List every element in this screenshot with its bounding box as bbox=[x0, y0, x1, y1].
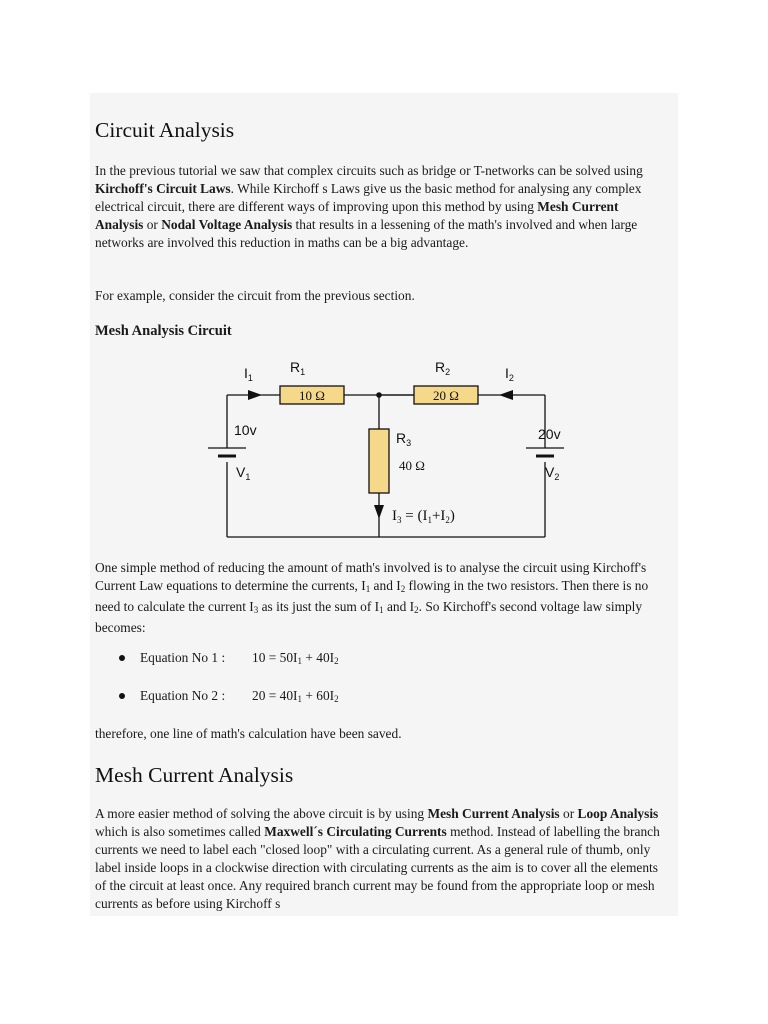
maxwell-term: Maxwell´s Circulating Currents bbox=[264, 824, 447, 839]
label-r2: $R_2$ bbox=[435, 359, 451, 377]
battery-v2 bbox=[526, 448, 564, 456]
saved-paragraph: therefore, one line of math's calculation have been saved. bbox=[95, 726, 402, 741]
list-item: Equation No 1 : $10 = 50I_1 + 40I_2$ bbox=[90, 649, 339, 687]
arrow-i3-icon bbox=[374, 505, 384, 519]
example-paragraph: For example, consider the circuit from the previous section. bbox=[95, 288, 415, 303]
bullet-icon bbox=[119, 693, 125, 699]
intro-paragraph: In the previous tutorial we saw that complex circuits such as bridge or T-networks can be solved using Kirchoff's Circuit Laws. While Kirchoff s Laws give us the basic method for analysing any complex electrical circuit, there are different ways of improving upon this method by using Mesh Current Analysis or Nodal Voltage Analysis that results in a lessening of the math's involved and when large networks are involved this reduction in maths can be a big advantage. bbox=[95, 163, 643, 250]
nodal-voltage-term: Nodal Voltage Analysis bbox=[161, 217, 293, 232]
bullet-icon bbox=[119, 655, 125, 661]
mesh-current-term: Mesh Current Analysis bbox=[95, 199, 619, 232]
label-r1: $R_1$ bbox=[290, 359, 306, 377]
label-i2: $I_2$ bbox=[505, 365, 514, 383]
arrow-i2-icon bbox=[499, 390, 513, 400]
document-page bbox=[90, 93, 678, 916]
label-r3-value: 40 Ω bbox=[399, 458, 425, 473]
resistor-r3 bbox=[369, 429, 389, 493]
label-v2: $V_2$ bbox=[545, 464, 560, 482]
page-title: Circuit Analysis bbox=[95, 118, 235, 142]
label-r3: $R_3$ bbox=[396, 430, 412, 448]
label-v2-value: 20v bbox=[538, 426, 561, 442]
battery-v1 bbox=[208, 448, 246, 456]
mesh-paragraph: A more easier method of solving the above circuit is by using Mesh Current Analysis or Loop Analysis which is also sometimes called Maxwell´s Circulating Currents method. Instead of labelling the branch currents we need to label each "closed loop" with a circulating current. As a general rule of thumb, only label inside loops in a clockwise direction with circulating currents as the aim is to cover all the elements of the circuit at least once. Any required branch current may be found from the appropriate loop or mesh currents as before using Kirchoff s bbox=[95, 806, 660, 911]
label-v1-value: 10v bbox=[234, 422, 257, 438]
label-i1: $I_1$ bbox=[244, 365, 253, 383]
arrow-i1-icon bbox=[248, 390, 262, 400]
mesh-current-term: Mesh Current Analysis bbox=[427, 806, 560, 821]
list-item: Equation No 2 : $20 = 40I_1 + 60I_2$ bbox=[90, 687, 339, 725]
equation-list bbox=[90, 649, 339, 725]
kcl-paragraph: One simple method of reducing the amount of math's involved is to analyse the circuit using Kirchoff's Current Law equations to determine the currents, $I_1$ and $I_2$ flowing in the two resistors. Then there is no need to calculate the current $I_3$ as its just the sum of $I_1$ and $I_2$. So Kirchoff's second voltage law simply becomes: bbox=[95, 560, 649, 635]
junction-node-top bbox=[376, 392, 382, 398]
circuit-diagram bbox=[90, 355, 678, 545]
label-r2-value: 20 Ω bbox=[433, 388, 459, 403]
loop-analysis-term: Loop Analysis bbox=[577, 806, 659, 821]
label-i3-equation: $I_3 = (I_1+I_2)$ bbox=[392, 508, 455, 525]
section-heading: Mesh Current Analysis bbox=[95, 763, 294, 787]
kirchoff-laws-term: Kirchoff's Circuit Laws bbox=[95, 181, 231, 196]
mesh-circuit-heading: Mesh Analysis Circuit bbox=[95, 323, 232, 339]
label-r1-value: 10 Ω bbox=[299, 388, 325, 403]
label-v1: $V_1$ bbox=[236, 464, 251, 482]
